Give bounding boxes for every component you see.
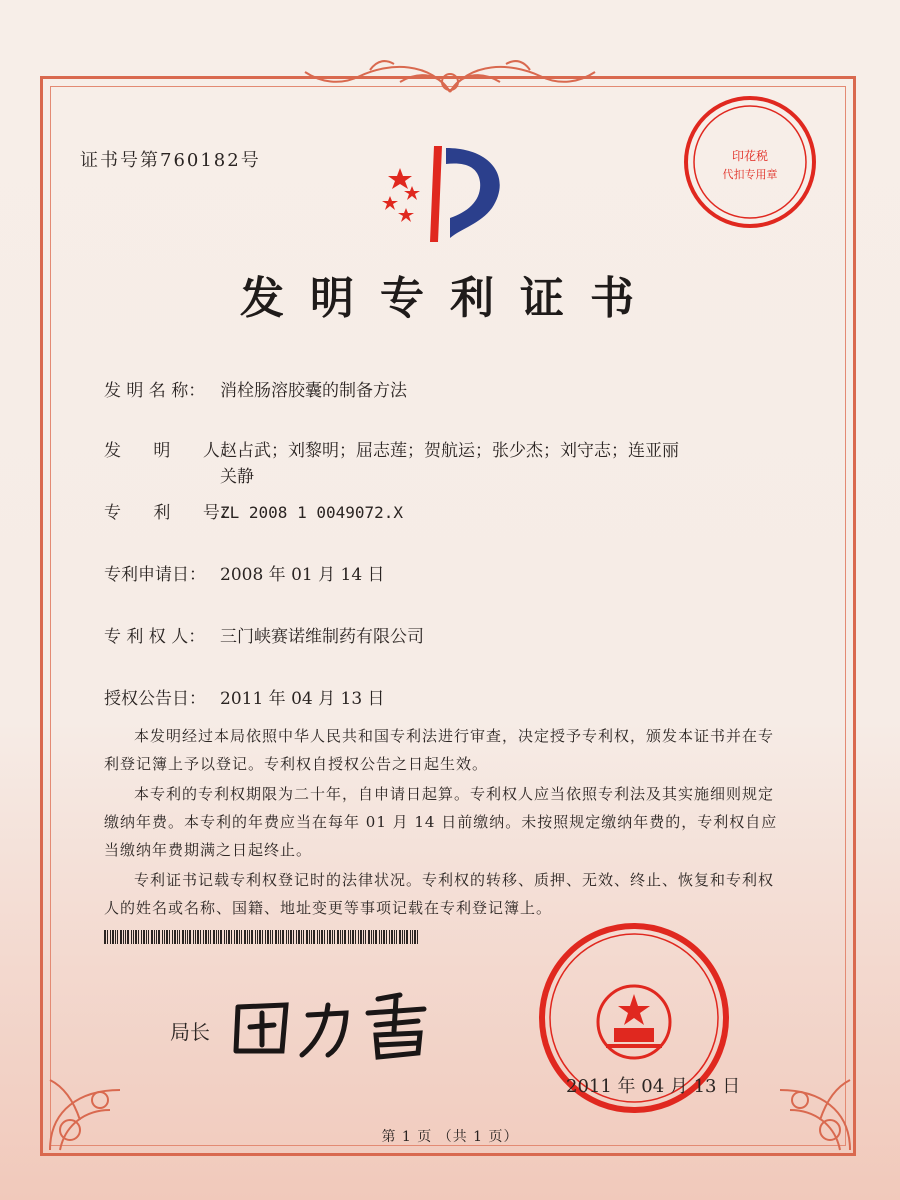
barcode-bar bbox=[185, 930, 186, 944]
barcode-bar bbox=[355, 930, 356, 944]
barcode-bar bbox=[187, 930, 188, 944]
barcode-bar bbox=[112, 930, 114, 944]
grant-date-label: 授权公告日： bbox=[104, 689, 206, 709]
barcode-bar bbox=[309, 930, 310, 944]
barcode-bar bbox=[156, 930, 157, 944]
patent-logo-icon bbox=[372, 138, 532, 248]
barcode-bar bbox=[205, 930, 207, 944]
barcode-bar bbox=[166, 930, 168, 944]
barcode-bar bbox=[410, 930, 411, 944]
barcode-bar bbox=[197, 930, 199, 944]
inventors-value-line2: 关静 bbox=[220, 467, 254, 487]
barcode-bar bbox=[213, 930, 215, 944]
barcode-bar bbox=[203, 930, 204, 944]
barcode-bar bbox=[412, 930, 413, 944]
inventors-label: 发 明 人： bbox=[104, 441, 237, 461]
barcode-bar bbox=[179, 930, 180, 944]
barcode-bar bbox=[286, 930, 287, 944]
barcode-bar bbox=[270, 930, 271, 944]
barcode-bar bbox=[386, 930, 387, 944]
barcode-bar bbox=[143, 930, 145, 944]
barcode-bar bbox=[317, 930, 318, 944]
barcode-bar bbox=[208, 930, 209, 944]
barcode-bar bbox=[195, 930, 196, 944]
barcode-bar bbox=[311, 930, 312, 944]
field-patentee bbox=[104, 624, 424, 650]
barcode-bar bbox=[216, 930, 217, 944]
paragraph-3: 专利证书记载专利权登记时的法律状况。专利权的转移、质押、无效、终止、恢复和专利权人的姓名或名称、国籍、地址变更等事项记载在专利登记簿上。 bbox=[104, 871, 775, 917]
barcode-bar bbox=[344, 930, 346, 944]
barcode-bar bbox=[379, 930, 380, 944]
small-seal-line1: 印花税 bbox=[731, 149, 769, 163]
barcode-bar bbox=[365, 930, 366, 944]
barcode-bar bbox=[313, 930, 315, 944]
invention-name-value: 消栓肠溶胶囊的制备方法 bbox=[220, 381, 407, 401]
barcode-bar bbox=[272, 930, 273, 944]
barcode-bar bbox=[337, 930, 339, 944]
director-signature-icon bbox=[228, 985, 448, 1065]
barcode-bar bbox=[193, 930, 194, 944]
barcode-bar bbox=[210, 930, 211, 944]
barcode-bar bbox=[290, 930, 292, 944]
barcode-bar bbox=[104, 930, 106, 944]
barcode-bar bbox=[169, 930, 170, 944]
barcode-bar bbox=[371, 930, 372, 944]
barcode-bar bbox=[154, 930, 155, 944]
barcode-bar bbox=[396, 930, 397, 944]
barcode-bar bbox=[368, 930, 370, 944]
barcode-bar bbox=[138, 930, 139, 944]
barcode-bar bbox=[262, 930, 263, 944]
tax-seal-icon bbox=[680, 92, 820, 232]
field-invention-name bbox=[104, 378, 407, 404]
small-seal-line2: 代扣专用章 bbox=[722, 168, 778, 181]
barcode-bar bbox=[151, 930, 153, 944]
barcode-bar bbox=[228, 930, 230, 944]
barcode-bar bbox=[257, 930, 258, 944]
barcode-bar bbox=[244, 930, 246, 944]
field-inventors bbox=[104, 438, 679, 490]
barcode-bar bbox=[327, 930, 328, 944]
grant-date-value: 2011 年 04 月 13 日 bbox=[220, 689, 385, 709]
barcode-bar bbox=[352, 930, 354, 944]
barcode-bar bbox=[131, 930, 132, 944]
barcode-bar bbox=[146, 930, 147, 944]
page-number: 第 1 页 （共 1 页） bbox=[381, 1129, 519, 1145]
certificate-number: 证书号第760182号 bbox=[80, 150, 261, 171]
barcode-bar bbox=[255, 930, 256, 944]
barcode-bar bbox=[389, 930, 390, 944]
barcode-bar bbox=[402, 930, 403, 944]
field-grant-date bbox=[104, 686, 385, 712]
barcode-bar bbox=[282, 930, 284, 944]
barcode-bar bbox=[363, 930, 364, 944]
barcode-bar bbox=[182, 930, 184, 944]
barcode-bar bbox=[293, 930, 294, 944]
barcode-bar bbox=[404, 930, 405, 944]
barcode-bar bbox=[115, 930, 116, 944]
paragraph-1: 本发明经过本局依照中华人民共和国专利法进行审查，决定授予专利权，颁发本证书并在专利登记簿上予以登记。专利权自授权公告之日起生效。 bbox=[104, 727, 775, 773]
barcode-bar bbox=[107, 930, 108, 944]
barcode-bar bbox=[373, 930, 374, 944]
barcode-bar bbox=[172, 930, 173, 944]
barcode-bar bbox=[303, 930, 304, 944]
field-application-date bbox=[104, 562, 385, 588]
patent-number-value: ZL 2008 1 0049072.X bbox=[220, 503, 404, 522]
paragraph-2: 本专利的专利权期限为二十年，自申请日起算。专利权人应当依照专利法及其实施细则规定缴纳年费。本专利的年费应当在每年 01 月 14 日前缴纳。未按照规定缴纳年费的，专利权自应当缴纳年费期满之日起终止。 bbox=[104, 785, 778, 859]
patentee-value: 三门峡赛诺维制药有限公司 bbox=[220, 627, 424, 647]
barcode-bar bbox=[218, 930, 219, 944]
barcode-bar bbox=[278, 930, 279, 944]
barcode-bar bbox=[239, 930, 240, 944]
barcode-bar bbox=[110, 930, 111, 944]
barcode-bar bbox=[332, 930, 333, 944]
barcode-bar bbox=[334, 930, 335, 944]
barcode-bar bbox=[324, 930, 325, 944]
barcode-bar bbox=[123, 930, 124, 944]
barcode-bar bbox=[348, 930, 349, 944]
barcode-bar bbox=[414, 930, 416, 944]
barcode-bar bbox=[301, 930, 302, 944]
patentee-label: 专 利 权 人： bbox=[104, 627, 206, 647]
barcode-bar bbox=[148, 930, 149, 944]
application-date-value: 2008 年 01 月 14 日 bbox=[220, 565, 385, 585]
barcode-bar bbox=[220, 930, 222, 944]
barcode-bar bbox=[236, 930, 238, 944]
barcode-bar bbox=[391, 930, 393, 944]
barcode-bar bbox=[200, 930, 201, 944]
barcode-icon bbox=[104, 930, 420, 944]
barcode-bar bbox=[358, 930, 359, 944]
barcode-bar bbox=[399, 930, 401, 944]
barcode-bar bbox=[267, 930, 269, 944]
barcode-bar bbox=[241, 930, 242, 944]
barcode-bar bbox=[321, 930, 323, 944]
barcode-bar bbox=[164, 930, 165, 944]
barcode-bar bbox=[247, 930, 248, 944]
barcode-bar bbox=[375, 930, 377, 944]
barcode-bar bbox=[231, 930, 232, 944]
barcode-bar bbox=[135, 930, 137, 944]
barcode-bar bbox=[342, 930, 343, 944]
inventors-values bbox=[220, 438, 679, 490]
barcode-bar bbox=[158, 930, 160, 944]
barcode-bar bbox=[162, 930, 163, 944]
national-emblem-icon bbox=[598, 986, 670, 1058]
barcode-bar bbox=[329, 930, 331, 944]
patent-number-label: 专 利 号： bbox=[104, 503, 237, 523]
barcode-bar bbox=[306, 930, 308, 944]
barcode-bar bbox=[259, 930, 261, 944]
barcode-bar bbox=[296, 930, 297, 944]
barcode-bar bbox=[394, 930, 395, 944]
invention-name-label: 发 明 名 称： bbox=[104, 381, 206, 401]
barcode-bar bbox=[141, 930, 142, 944]
top-ornament-icon bbox=[300, 52, 600, 100]
field-patent-number bbox=[104, 500, 403, 526]
barcode-bar bbox=[177, 930, 178, 944]
barcode-bar bbox=[340, 930, 341, 944]
barcode-bar bbox=[350, 930, 351, 944]
barcode-bar bbox=[406, 930, 408, 944]
barcode-bar bbox=[117, 930, 118, 944]
barcode-bar bbox=[280, 930, 281, 944]
barcode-bar bbox=[381, 930, 382, 944]
barcode-bar bbox=[251, 930, 253, 944]
barcode-bar bbox=[133, 930, 134, 944]
inventors-value: 赵占武；刘黎明；屈志莲；贺航运；张少杰；刘守志；连亚丽 bbox=[220, 441, 679, 461]
body-text bbox=[104, 722, 788, 924]
barcode-bar bbox=[319, 930, 320, 944]
issue-date: 2011 年 04 月 13 日 bbox=[566, 1076, 741, 1097]
barcode-bar bbox=[234, 930, 235, 944]
barcode-bar bbox=[226, 930, 227, 944]
application-date-label: 专利申请日： bbox=[104, 565, 206, 585]
barcode-bar bbox=[174, 930, 176, 944]
certificate-title: 发明专利证书 bbox=[240, 273, 660, 324]
barcode-bar bbox=[224, 930, 225, 944]
barcode-bar bbox=[417, 930, 418, 944]
barcode-bar bbox=[383, 930, 385, 944]
barcode-bar bbox=[120, 930, 122, 944]
barcode-bar bbox=[265, 930, 266, 944]
barcode-bar bbox=[360, 930, 362, 944]
barcode-bar bbox=[288, 930, 289, 944]
director-label: 局长 bbox=[170, 1020, 210, 1044]
barcode-bar bbox=[249, 930, 250, 944]
barcode-bar bbox=[125, 930, 126, 944]
barcode-bar bbox=[189, 930, 191, 944]
barcode-bar bbox=[127, 930, 129, 944]
barcode-bar bbox=[275, 930, 277, 944]
barcode-bar bbox=[298, 930, 300, 944]
